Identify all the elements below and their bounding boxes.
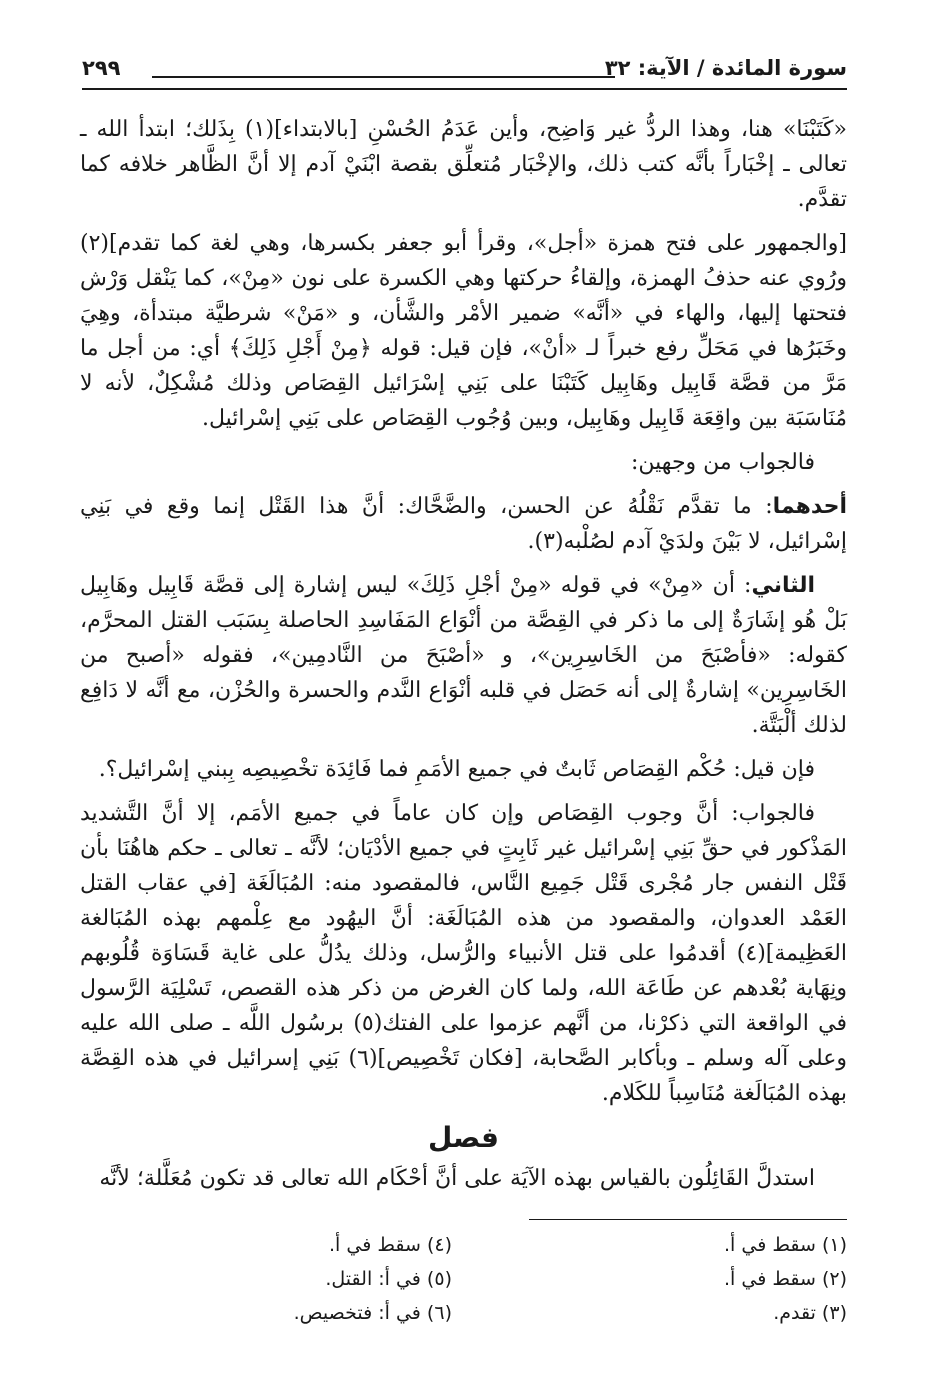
header-rule xyxy=(82,88,847,90)
running-header xyxy=(82,56,847,86)
footnote-column-left xyxy=(192,1228,452,1330)
paragraph: فإن قيل: حُكْم القِصَاص ثَابتٌ في جميع الأمَمِ فما فَائِدَة تخْصِيصِه بِبني إسْرائيل؟. xyxy=(98,757,815,782)
paragraph: الثاني: أن «مِنْ» في قوله «مِنْ أجْلِ ذَلِكَ» ليس إشارة إلى قصَّة قَابِيل وهَابِيل بَلْ هُو إشَارَةٌ إلى ما ذكر في القِصَّة من أنْوَاع المَفَاسِدِ الحاصلة بِسَبَب القتل المحرَّم، كقوله: «فأصْبَحَ من الخَاسِرِين»، و «أصْبَحَ من النَّادمِين»، فقوله «أصبح من الخَاسِرِين» إشارةٌ إلى أنه حَصَل في قلبه أنْوَاع النَّدم والحسرة والحُزْن، مع أنَّه لا دَافِع لذلك ألْبَتَّة. xyxy=(80,573,847,738)
paragraph: فالجواب: أنَّ وجوب القِصَاص وإن كان عاماً في جميع الأمَم، إلا أنَّ التَّشديد المَذْكور في حقِّ بَنِي إسْرائيل غير ثَابِتٍ في جميع الأدْيَان؛ لأنَّه ـ تعالى ـ حكم هاهُنَا بأن قَتْل النفس جار مُجْرى قَتْل جَمِيع النَّاس، فالمقصود منه: المُبَالَغَة [في عقاب القتل العَمْد العدوان، والمقصود من هذه المُبَالَغَة: أنَّ اليهُود مع عِلْمهم بهذه المُبَالغة العَظِيمة](٤) أقدمُوا على قتل الأنبياء والرُّسل، وذلك يدُلُّ على غاية قَسَاوَة قُلُوبهم ونِهَاية بُعْدهم عن طَاعَة الله، ولما كان الغرض من ذكر هذه القصص، تَسْلِيَة الرَّسول في الواقعة التي ذكرْنا، من أنَّهم عزموا على الفتك(٥) برسُول اللَّه ـ صلى الله عليه وعلى آله وسلم ـ وبأكابر الصَّحابة، [فكان تَخْصِيص](٦) بَنِي إسرائيل في هذه القِصَّة بهذه المُبَالَغة مُنَاسِباً للكَلام. xyxy=(80,801,847,1106)
footnote: (٦) في أ: فتخصيص. xyxy=(293,1302,452,1324)
footnote: (٥) في أ: القتل. xyxy=(325,1268,452,1290)
paragraph-lead: الثاني xyxy=(751,573,815,598)
section-title: فصل xyxy=(428,1121,499,1154)
footnote: (٣) تقدم. xyxy=(773,1302,847,1324)
paragraph: «كَتَبْنَا» هنا، وهذا الردُّ غير وَاضِح، وأين عَدَمُ الحُسْنِ [بالابتداء](١) بِذَلك؛ ابتدأ الله ـ تعالى ـ إخْبَاراً بأنَّه كتب ذلك، والإخْبَار مُتعلِّق بقصة ابْنَيْ آدم إلا أنَّ الظَّاهر خلافه كما تقدَّم. xyxy=(80,117,847,212)
paragraph-lead: أحدهما xyxy=(772,494,847,519)
footnote-column-right xyxy=(587,1228,847,1330)
footnote: (٢) سقط في أ. xyxy=(724,1268,847,1290)
running-title: سورة المائدة / الآية: ٣٢ xyxy=(604,56,847,80)
page-number: ٢٩٩ xyxy=(82,56,121,80)
header-fill-line xyxy=(152,76,615,78)
paragraph: [والجمهور على فتح همزة «أجل»، وقرأ أبو جعفر بكسرها، وهي لغة كما تقدم](٢) ورُوي عنه حذفُ الهمزة، وإلقاءُ حركتها وهي الكسرة على نون «مِنْ»، كما يَنْقل وَرْش فتحتها إليها، والهاء في «أنَّه» ضمير الأمْر والشَّأن، و «مَنْ» شرطيَّة مبتدأة، وهِيَ وخَبَرُها في مَحَلِّ رفع خبراً لـ «أنْ»، فإن قيل: قوله ﴿مِنْ أَجْلِ ذَلِكَ﴾ أي: من أجل ما مَرَّ من قصَّة قَابِيل وهَابِيل كَتَبْنَا على بَنِي إسْرَائيل القِصَاص وذلك مُشْكِلٌ، لأنه لا مُنَاسَبَة بين واقِعَة قَابِيل وهَابِيل، وبين وُجُوب القِصَاص على بَنِي إسْرائيل. xyxy=(80,231,847,431)
paragraph: فالجواب من وجهين: xyxy=(631,450,815,475)
footnote: (١) سقط في أ. xyxy=(724,1234,847,1256)
footnote: (٤) سقط في أ. xyxy=(329,1234,452,1256)
paragraph: أحدهما: ما تقدَّم نَقْلُهُ عن الحسن، والضَّحَّاك: أنَّ هذا القَتْل إنما وقع في بَنِي إسْرائيل، لا بَيْنَ ولدَيْ آدم لصُلْبه(٣). xyxy=(80,494,847,554)
main-text xyxy=(80,112,847,1205)
footnote-rule xyxy=(529,1219,847,1220)
section-paragraph: استدلَّ القَائِلُون بالقياس بهذه الآيَة على أنَّ أحْكَام الله تعالى قد تكون مُعَلَّلة؛ لأنَّه xyxy=(99,1166,815,1191)
